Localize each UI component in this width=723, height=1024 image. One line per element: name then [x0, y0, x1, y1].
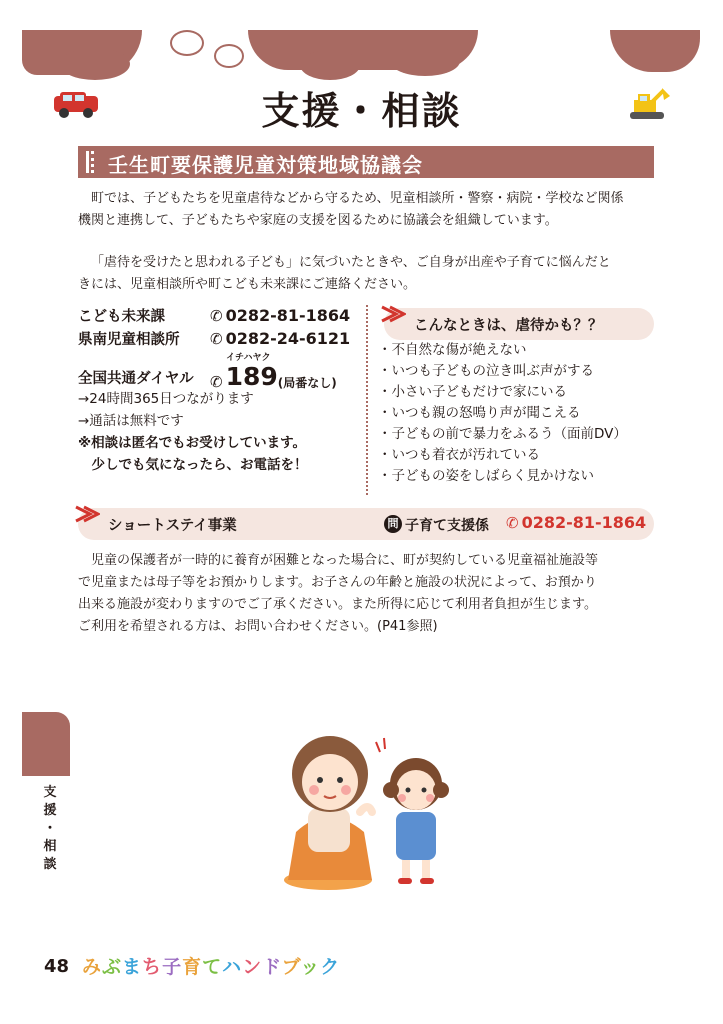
- brand-char: ッ: [300, 956, 321, 978]
- cloud-decoration-left-2: [60, 48, 130, 80]
- side-tab-char: ・: [43, 821, 57, 836]
- text-line: 町では、子どもたちを児童虐待などから守るため、児童相談所・警察・病院・学校など関係: [91, 191, 624, 206]
- phone-icon: ✆: [210, 373, 223, 391]
- text-line: ご利用を希望される方は、お問い合わせください。(P41参照): [78, 619, 438, 634]
- text-line: 児童の保護者が一時的に養育が困難となった場合に、町が契約している児童福祉施設等: [91, 553, 599, 568]
- page-number: 48: [44, 956, 70, 977]
- brand-char: ブ: [281, 956, 301, 978]
- red-arrow-icon: [380, 304, 406, 324]
- side-tab-char: 支: [43, 785, 57, 800]
- contact-name: 県南児童相談所: [78, 332, 180, 348]
- contact-phone[interactable]: 0282-81-1864: [225, 306, 351, 325]
- text-line: 機関と連携して、子どもたちや家庭の支援を図るために協議会を組織しています。: [78, 213, 558, 228]
- brand-char: ク: [320, 956, 341, 978]
- short-stay-paragraph: [78, 550, 656, 638]
- short-stay-heading-pill: [78, 508, 654, 540]
- text-line: で児童または母子等をお預かりします。お子さんの年齢と施設の状況によって、お預かり: [78, 575, 597, 590]
- contact-phone-row: [506, 513, 646, 532]
- side-tab-label: [40, 784, 60, 874]
- small-cloud-outline-icon: [170, 30, 204, 56]
- note-line: →24時間365日つながります: [78, 391, 254, 407]
- brand-char: ま: [122, 956, 143, 978]
- text-line: 出来る施設が変わりますのでご了承ください。また所得に応じて利用者負担が生じます。: [78, 597, 597, 612]
- contact-phone[interactable]: 0282-81-1864: [521, 513, 647, 532]
- side-tab-char: 援: [43, 803, 57, 818]
- small-cloud-outline-icon: [214, 44, 244, 68]
- phone-icon: ✆: [210, 307, 223, 325]
- dial-note: (局番なし): [277, 376, 337, 390]
- section-heading-bar: [78, 146, 654, 178]
- note-line: →通話は無料です: [78, 413, 184, 429]
- mother-child-illustration: [268, 712, 468, 892]
- page-title: 支援・相談: [261, 89, 462, 133]
- dial-notes: [78, 388, 308, 476]
- list-item: ・いつも子どもの泣き叫ぶ声がする: [378, 363, 594, 379]
- section-heading: 壬生町要保護児童対策地域協議会: [108, 153, 423, 177]
- brand-char: 育: [182, 956, 203, 978]
- contact-department: 子育て支援係: [405, 518, 489, 534]
- list-item: ・いつも着衣が汚れている: [378, 447, 540, 463]
- brand-char: ン: [242, 956, 263, 978]
- intro-paragraph: [78, 188, 656, 232]
- signs-list: [378, 340, 627, 487]
- contact-row: [78, 328, 350, 349]
- dial-name: 全国共通ダイヤル: [78, 371, 194, 387]
- phone-icon: ✆: [210, 330, 223, 348]
- brand-char: ド: [262, 956, 282, 978]
- contact-row: [78, 305, 350, 326]
- list-item: ・子どもの姿をしばらく見かけない: [378, 468, 594, 484]
- brand-char: て: [202, 956, 223, 978]
- side-tab-char: 相: [43, 839, 57, 854]
- side-tab-char: 談: [43, 857, 57, 872]
- list-item: ・不自然な傷が絶えない: [378, 342, 527, 358]
- column-divider: [366, 305, 368, 495]
- text-line: きには、児童相談所や町こども未来課にご連絡ください。: [78, 277, 417, 292]
- list-item: ・小さい子どもだけで家にいる: [378, 384, 567, 400]
- text-line: 「虐待を受けたと思われる子ども」に気づいたときや、ご自身が出産や子育てに悩んだと: [91, 255, 611, 270]
- signs-heading: こんなときは、虐待かも？？: [414, 318, 603, 334]
- short-stay-heading: ショートステイ事業: [108, 518, 237, 534]
- cloud-decoration-center-3: [390, 46, 460, 76]
- note-line: 少しでも気になったら、お電話を！: [78, 457, 308, 473]
- phone-icon: ✆: [506, 514, 519, 532]
- contact-paragraph: [78, 252, 656, 296]
- list-item: ・いつも親の怒鳴り声が聞こえる: [378, 405, 581, 421]
- contact-phone[interactable]: 0282-24-6121: [225, 329, 351, 348]
- contact-name: こども未来課: [78, 309, 165, 325]
- cloud-decoration-right: [610, 30, 700, 72]
- heading-marker: [86, 151, 94, 173]
- side-tab: [22, 712, 70, 776]
- brand-title: [82, 952, 340, 979]
- inquiry-badge: 問: [384, 515, 402, 533]
- signs-heading-pill: [384, 308, 654, 340]
- brand-char: み: [82, 956, 103, 978]
- dial-number[interactable]: 189: [225, 362, 278, 391]
- brand-char: ち: [142, 956, 163, 978]
- dial-ruby: イチハヤク: [226, 353, 271, 363]
- dial-row: [78, 362, 337, 391]
- brand-char: ぶ: [102, 956, 123, 978]
- cloud-decoration-center-2: [300, 50, 360, 80]
- list-item: ・子どもの前で暴力をふるう（面前DV）: [378, 426, 627, 442]
- red-arrow-icon: [74, 504, 100, 524]
- brand-char: ハ: [222, 956, 243, 978]
- note-line: ※相談は匿名でもお受けしています。: [78, 435, 307, 451]
- brand-char: 子: [162, 956, 183, 978]
